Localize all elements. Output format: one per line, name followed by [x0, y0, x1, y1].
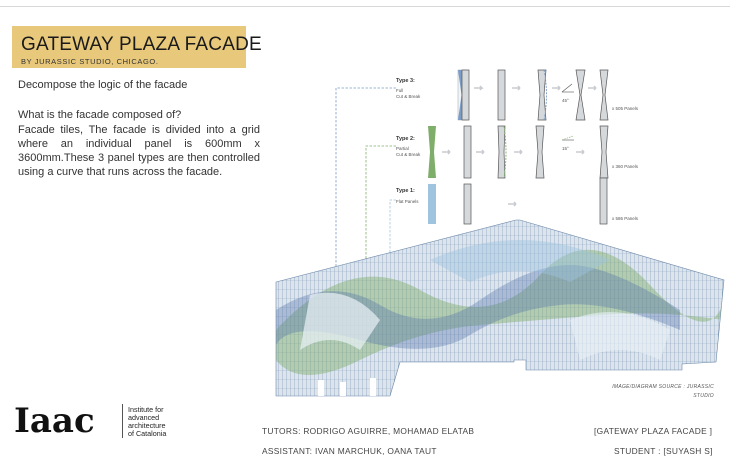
- page-title: GATEWAY PLAZA FACADE: [21, 34, 262, 55]
- footer-title: [GATEWAY PLAZA FACADE ]: [594, 426, 713, 436]
- type-2-angle: 15°: [562, 146, 569, 151]
- image-source-note: [560, 383, 714, 401]
- institute-line-2: advanced: [128, 413, 160, 422]
- assistant-text: ASSISTANT: IVAN MARCHUK, OANA TAUT: [262, 446, 437, 456]
- facade-diagram: [270, 60, 730, 400]
- type-1-count: x 586 Panels: [612, 216, 639, 221]
- title-block: [12, 26, 262, 68]
- facade-elevation: [270, 210, 730, 400]
- page-subtitle: BY JURASSIC STUDIO, CHICAGO.: [21, 57, 159, 66]
- type-2-name: Type 2:: [396, 136, 415, 142]
- student-text: STUDENT : [SUYASH S]: [614, 446, 713, 456]
- logo-mark: Iaac: [14, 404, 95, 438]
- type-3-desc2: Cut & Break: [396, 94, 421, 99]
- type-2-count: x 360 Panels: [612, 164, 639, 169]
- body-text: Facade tiles, The facade is divided into a grid where an individual panel is 600mm x 3600mm.These 3 panel types are then controlled using a curve that runs across the facade.: [18, 124, 260, 178]
- lead-text: Decompose the logic of the facade: [18, 79, 188, 91]
- top-divider: [0, 6, 730, 7]
- type-1-name: Type 1:: [396, 188, 415, 194]
- type-3-count: x 505 Panels: [612, 106, 639, 111]
- type-3-angle: 45°: [562, 98, 569, 103]
- institute-line-4: of Catalonia: [128, 429, 167, 438]
- type-2-desc2: Cut & Break: [396, 152, 421, 157]
- institute-line-1: Institute for: [128, 405, 164, 414]
- institute-line-3: architecture: [128, 421, 166, 430]
- iaac-logo: [14, 404, 118, 438]
- tutors-text: TUTORS: RODRIGO AGUIRRE, MOHAMAD ELATAB: [262, 426, 475, 436]
- type-1-desc: Flat Panels: [396, 199, 419, 204]
- question-text: What is the facade composed of?: [18, 109, 182, 121]
- source-line-1: IMAGE/DIAGRAM SOURCE : JURASSIC: [612, 384, 714, 390]
- institute-name: [128, 406, 166, 438]
- type-2-desc: Partial: [396, 146, 409, 151]
- type-3-desc: Full: [396, 88, 404, 93]
- type-2-swatch: [428, 126, 436, 178]
- type-1-swatch: [428, 184, 436, 224]
- logo-divider: [122, 404, 123, 438]
- source-line-2: STUDIO: [693, 393, 714, 399]
- type-3-name: Type 3:: [396, 78, 415, 84]
